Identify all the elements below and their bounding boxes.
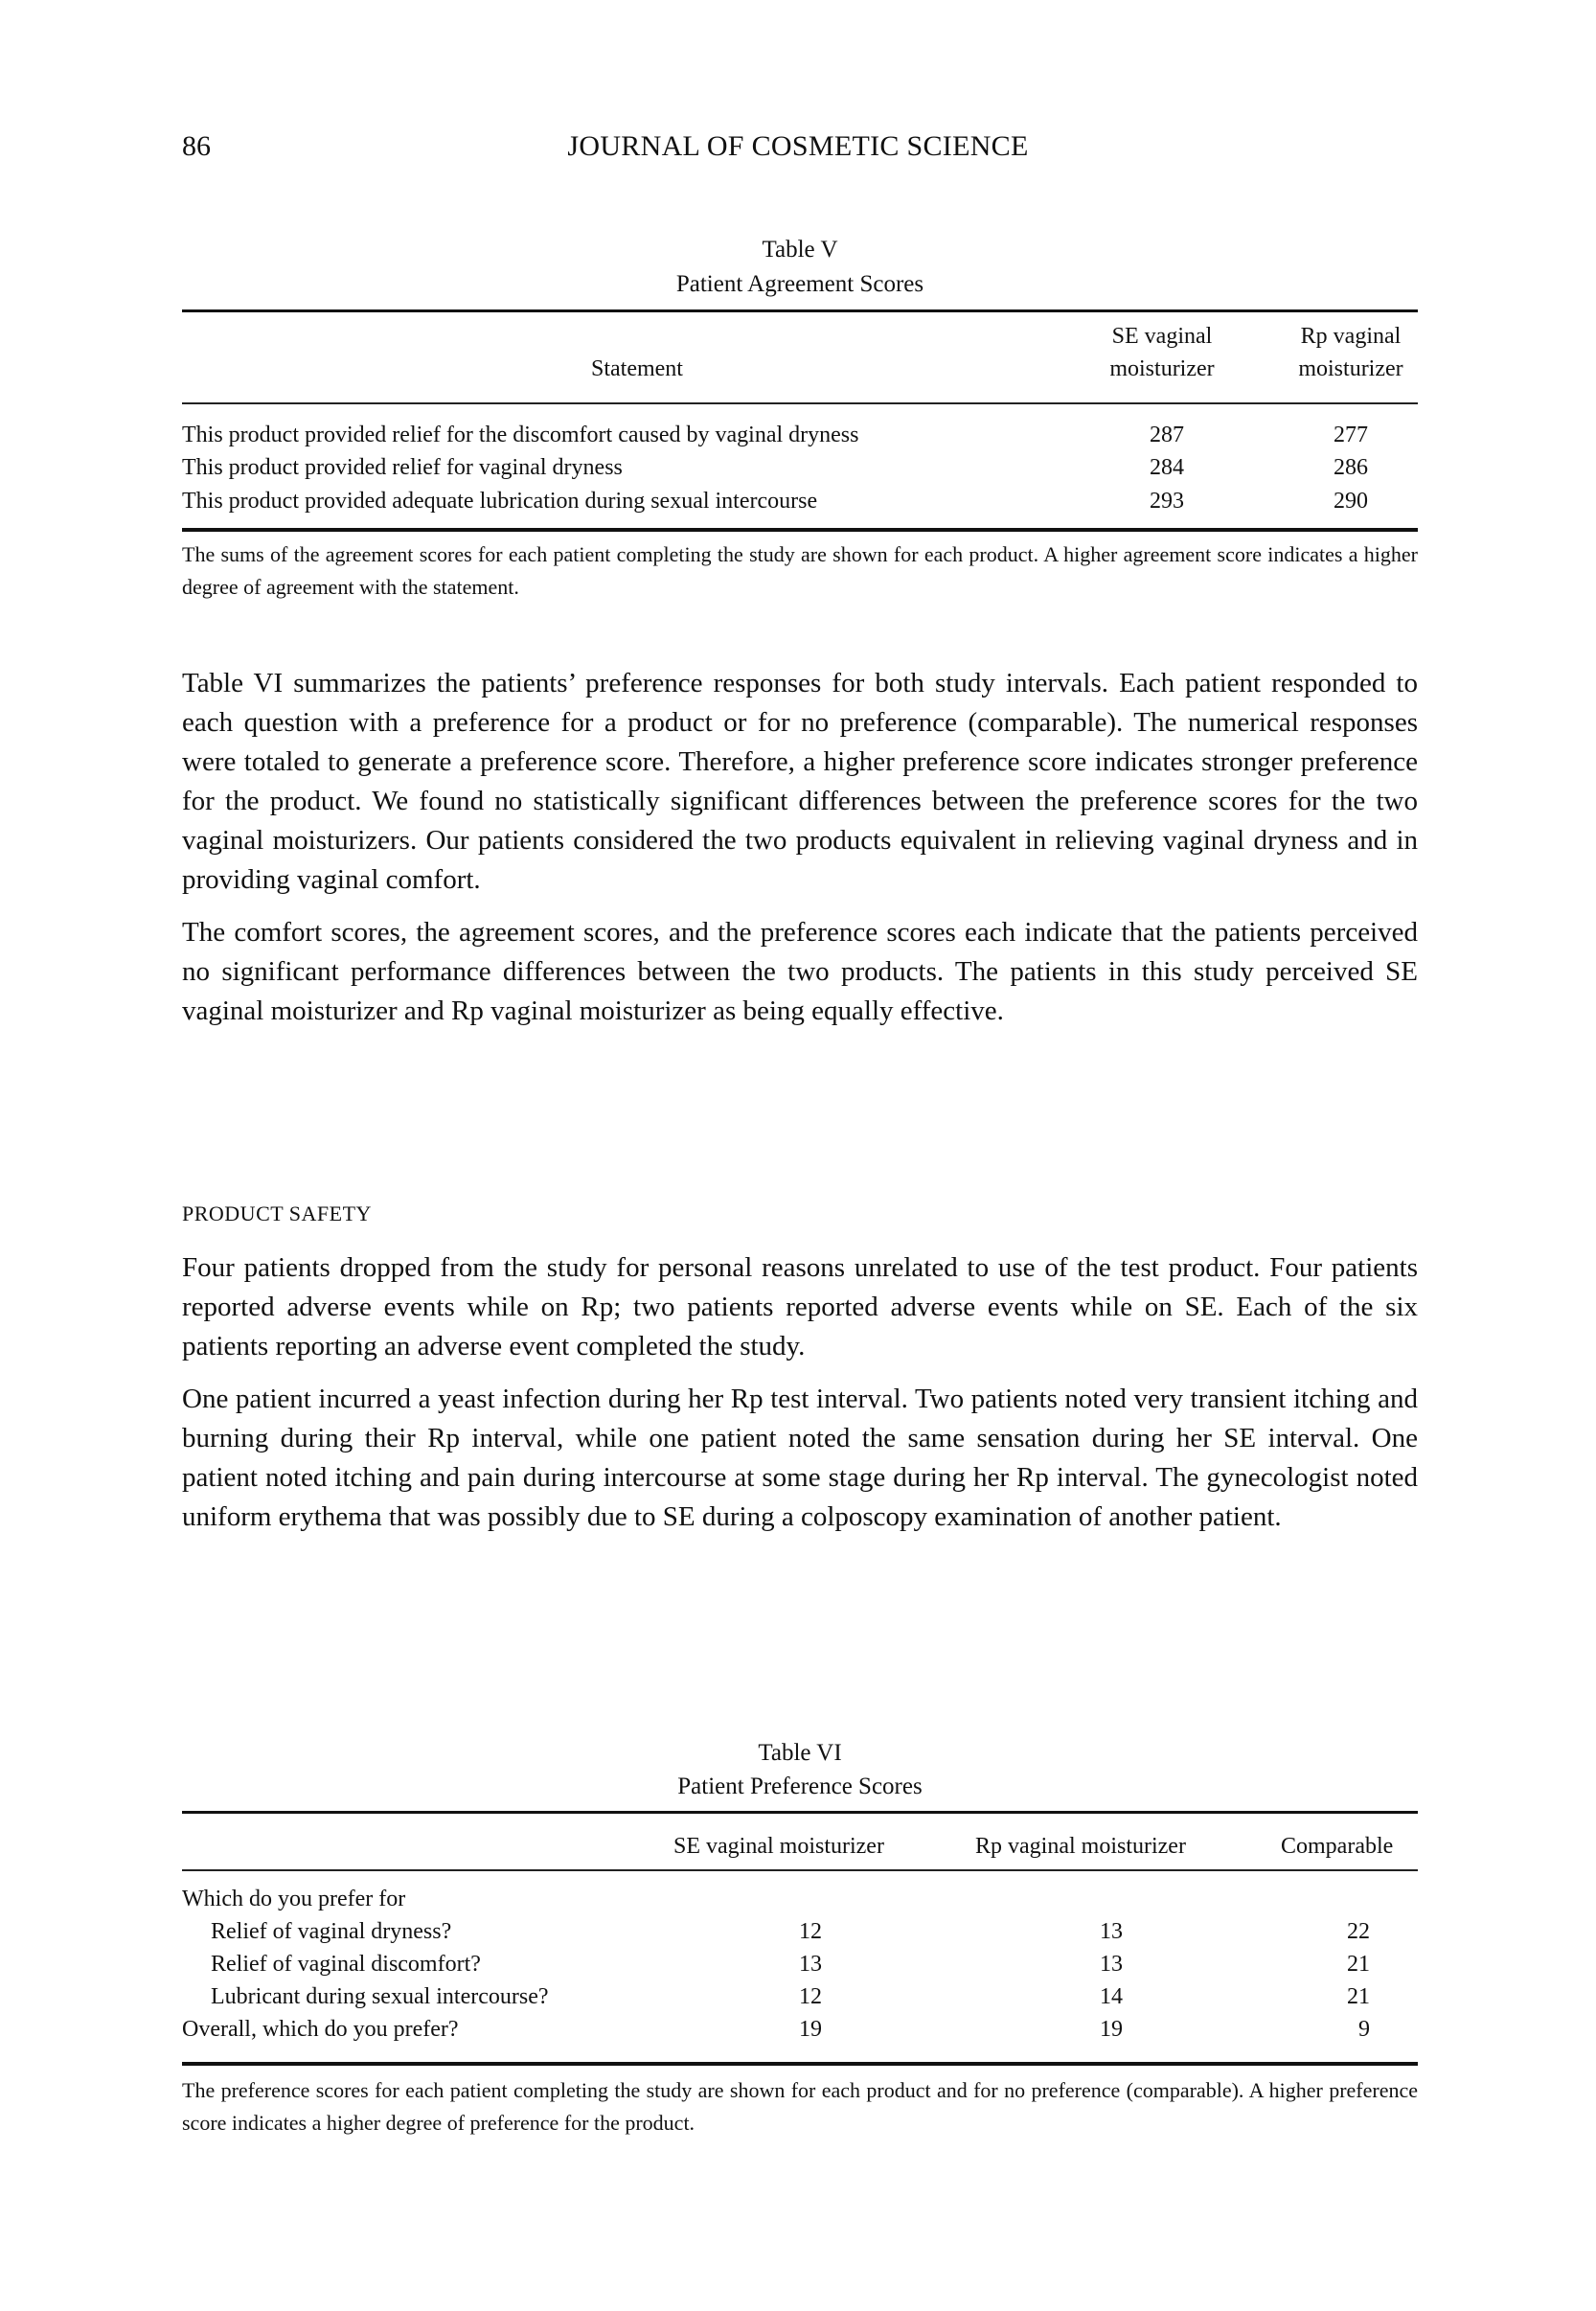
rp-score-cell: 19 bbox=[1100, 2017, 1123, 2042]
comparable-score-cell: 21 bbox=[1347, 1952, 1370, 1977]
statement-cell: This product provided relief for the discomfort caused by vaginal dryness bbox=[182, 423, 859, 447]
table-5-top-rule bbox=[182, 309, 1418, 312]
rp-score-cell: 277 bbox=[1334, 423, 1368, 447]
table-6-header-rule bbox=[182, 1869, 1418, 1871]
statement-cell: This product provided adequate lubrication during sexual intercourse bbox=[182, 489, 818, 514]
table-6-number: Table VI bbox=[758, 1740, 842, 1766]
rp-score-cell: 13 bbox=[1100, 1919, 1123, 1944]
rp-score-cell: 286 bbox=[1334, 455, 1368, 480]
paragraph: The comfort scores, the agreement scores, and the preference scores each indicate that the patients perceived no significant performance differences between the two products. The patients in this study perceived SE vaginal moisturizer and Rp vaginal moisturizer as being equally effective. bbox=[182, 917, 1418, 1026]
question-cell: Lubricant during sexual intercourse? bbox=[211, 1984, 549, 2009]
table-5-bottom-rule bbox=[182, 528, 1418, 532]
table-5-header-statement: Statement bbox=[591, 356, 683, 381]
se-score-cell: 12 bbox=[799, 1919, 822, 1944]
table-6-bottom-rule bbox=[182, 2062, 1418, 2066]
se-score-cell: 12 bbox=[799, 1984, 822, 2009]
rp-score-cell: 13 bbox=[1100, 1952, 1123, 1977]
table-5-header-se-line1: SE vaginal bbox=[1111, 324, 1213, 349]
table-row bbox=[182, 1915, 1418, 1948]
table-5-header-rp bbox=[1274, 320, 1427, 385]
section-heading: PRODUCT SAFETY bbox=[182, 1201, 372, 1225]
table-6-header-rp: Rp vaginal moisturizer bbox=[975, 1834, 1186, 1859]
se-score-cell: 287 bbox=[1150, 423, 1184, 447]
page-number: 86 bbox=[182, 130, 211, 162]
question-cell: Relief of vaginal dryness? bbox=[211, 1919, 452, 1944]
se-score-cell: 284 bbox=[1150, 455, 1184, 480]
table-5-title: Patient Agreement Scores bbox=[675, 271, 924, 297]
table-6-header-se: SE vaginal moisturizer bbox=[673, 1834, 884, 1859]
table-5-header-rule bbox=[182, 402, 1418, 404]
body-text bbox=[182, 664, 1418, 1031]
paragraph: Four patients dropped from the study for personal reasons unrelated to use of the test product. Four patients reported adverse events while on Rp; two patients reported adverse events while on SE. Each of the six patients reporting an adverse event completed the study. bbox=[182, 1252, 1418, 1361]
table-5-header-se-line2: moisturizer bbox=[1109, 356, 1215, 381]
paragraph: One patient incurred a yeast infection during her Rp test interval. Two patients noted very transient itching and burning during their Rp interval, while one patient noted the same sensation during her SE interval. One patient noted itching and pain during intercourse at some stage during her Rp interval. The gynecologist noted uniform erythema that was possibly due to SE during a colposcopy examination of another patient. bbox=[182, 1384, 1418, 1532]
table-row bbox=[182, 485, 1418, 517]
comparable-score-cell: 9 bbox=[1358, 2017, 1370, 2042]
table-6-footnote: The preference scores for each patient completing the study are shown for each product and for no preference (comparable). A higher preference score indicates a higher degree of preference for the product. bbox=[182, 2078, 1418, 2135]
se-score-cell: 19 bbox=[799, 2017, 822, 2042]
table-5-header-rp-line1: Rp vaginal bbox=[1300, 324, 1402, 349]
question-cell: Relief of vaginal discomfort? bbox=[211, 1952, 481, 1977]
statement-cell: This product provided relief for vaginal dryness bbox=[182, 455, 623, 480]
table-row bbox=[182, 1948, 1418, 1980]
table-row bbox=[182, 1980, 1418, 2013]
table-6-header-comparable: Comparable bbox=[1281, 1834, 1394, 1859]
table-row bbox=[182, 419, 1418, 451]
table-5-header-rp-line2: moisturizer bbox=[1298, 356, 1403, 381]
question-cell: Overall, which do you prefer? bbox=[182, 2017, 459, 2042]
table-5-number: Table V bbox=[762, 237, 838, 263]
table-row bbox=[182, 2013, 1418, 2046]
table-6-title: Patient Preference Scores bbox=[677, 1773, 923, 1799]
table-5-header-se bbox=[1081, 320, 1243, 385]
comparable-score-cell: 21 bbox=[1347, 1984, 1370, 2009]
paragraph: Table VI summarizes the patients’ preference responses for both study intervals. Each patient responded to each question with a preference for a product or for no preference (comparable). The numerical responses were totaled to generate a preference score. Therefore, a higher preference score indicates stronger preference for the product. We found no statistically significant differences between the preference scores for the two vaginal moisturizers. Our patients considered the two products equivalent in relieving vaginal dryness and in providing vaginal comfort. bbox=[182, 668, 1418, 895]
rp-score-cell: 290 bbox=[1334, 489, 1368, 514]
rp-score-cell: 14 bbox=[1100, 1984, 1123, 2009]
table-5-footnote: The sums of the agreement scores for each patient completing the study are shown for each product. A higher agreement score indicates a higher degree of agreement with the statement. bbox=[182, 542, 1418, 599]
safety-text bbox=[182, 1248, 1418, 1537]
se-score-cell: 13 bbox=[799, 1952, 822, 1977]
table-row bbox=[182, 451, 1418, 484]
table-6-top-rule bbox=[182, 1811, 1418, 1814]
se-score-cell: 293 bbox=[1150, 489, 1184, 514]
group-label: Which do you prefer for bbox=[182, 1887, 406, 1911]
journal-title: JOURNAL OF COSMETIC SCIENCE bbox=[567, 130, 1029, 162]
comparable-score-cell: 22 bbox=[1347, 1919, 1370, 1944]
table-group-row bbox=[182, 1883, 1418, 1915]
